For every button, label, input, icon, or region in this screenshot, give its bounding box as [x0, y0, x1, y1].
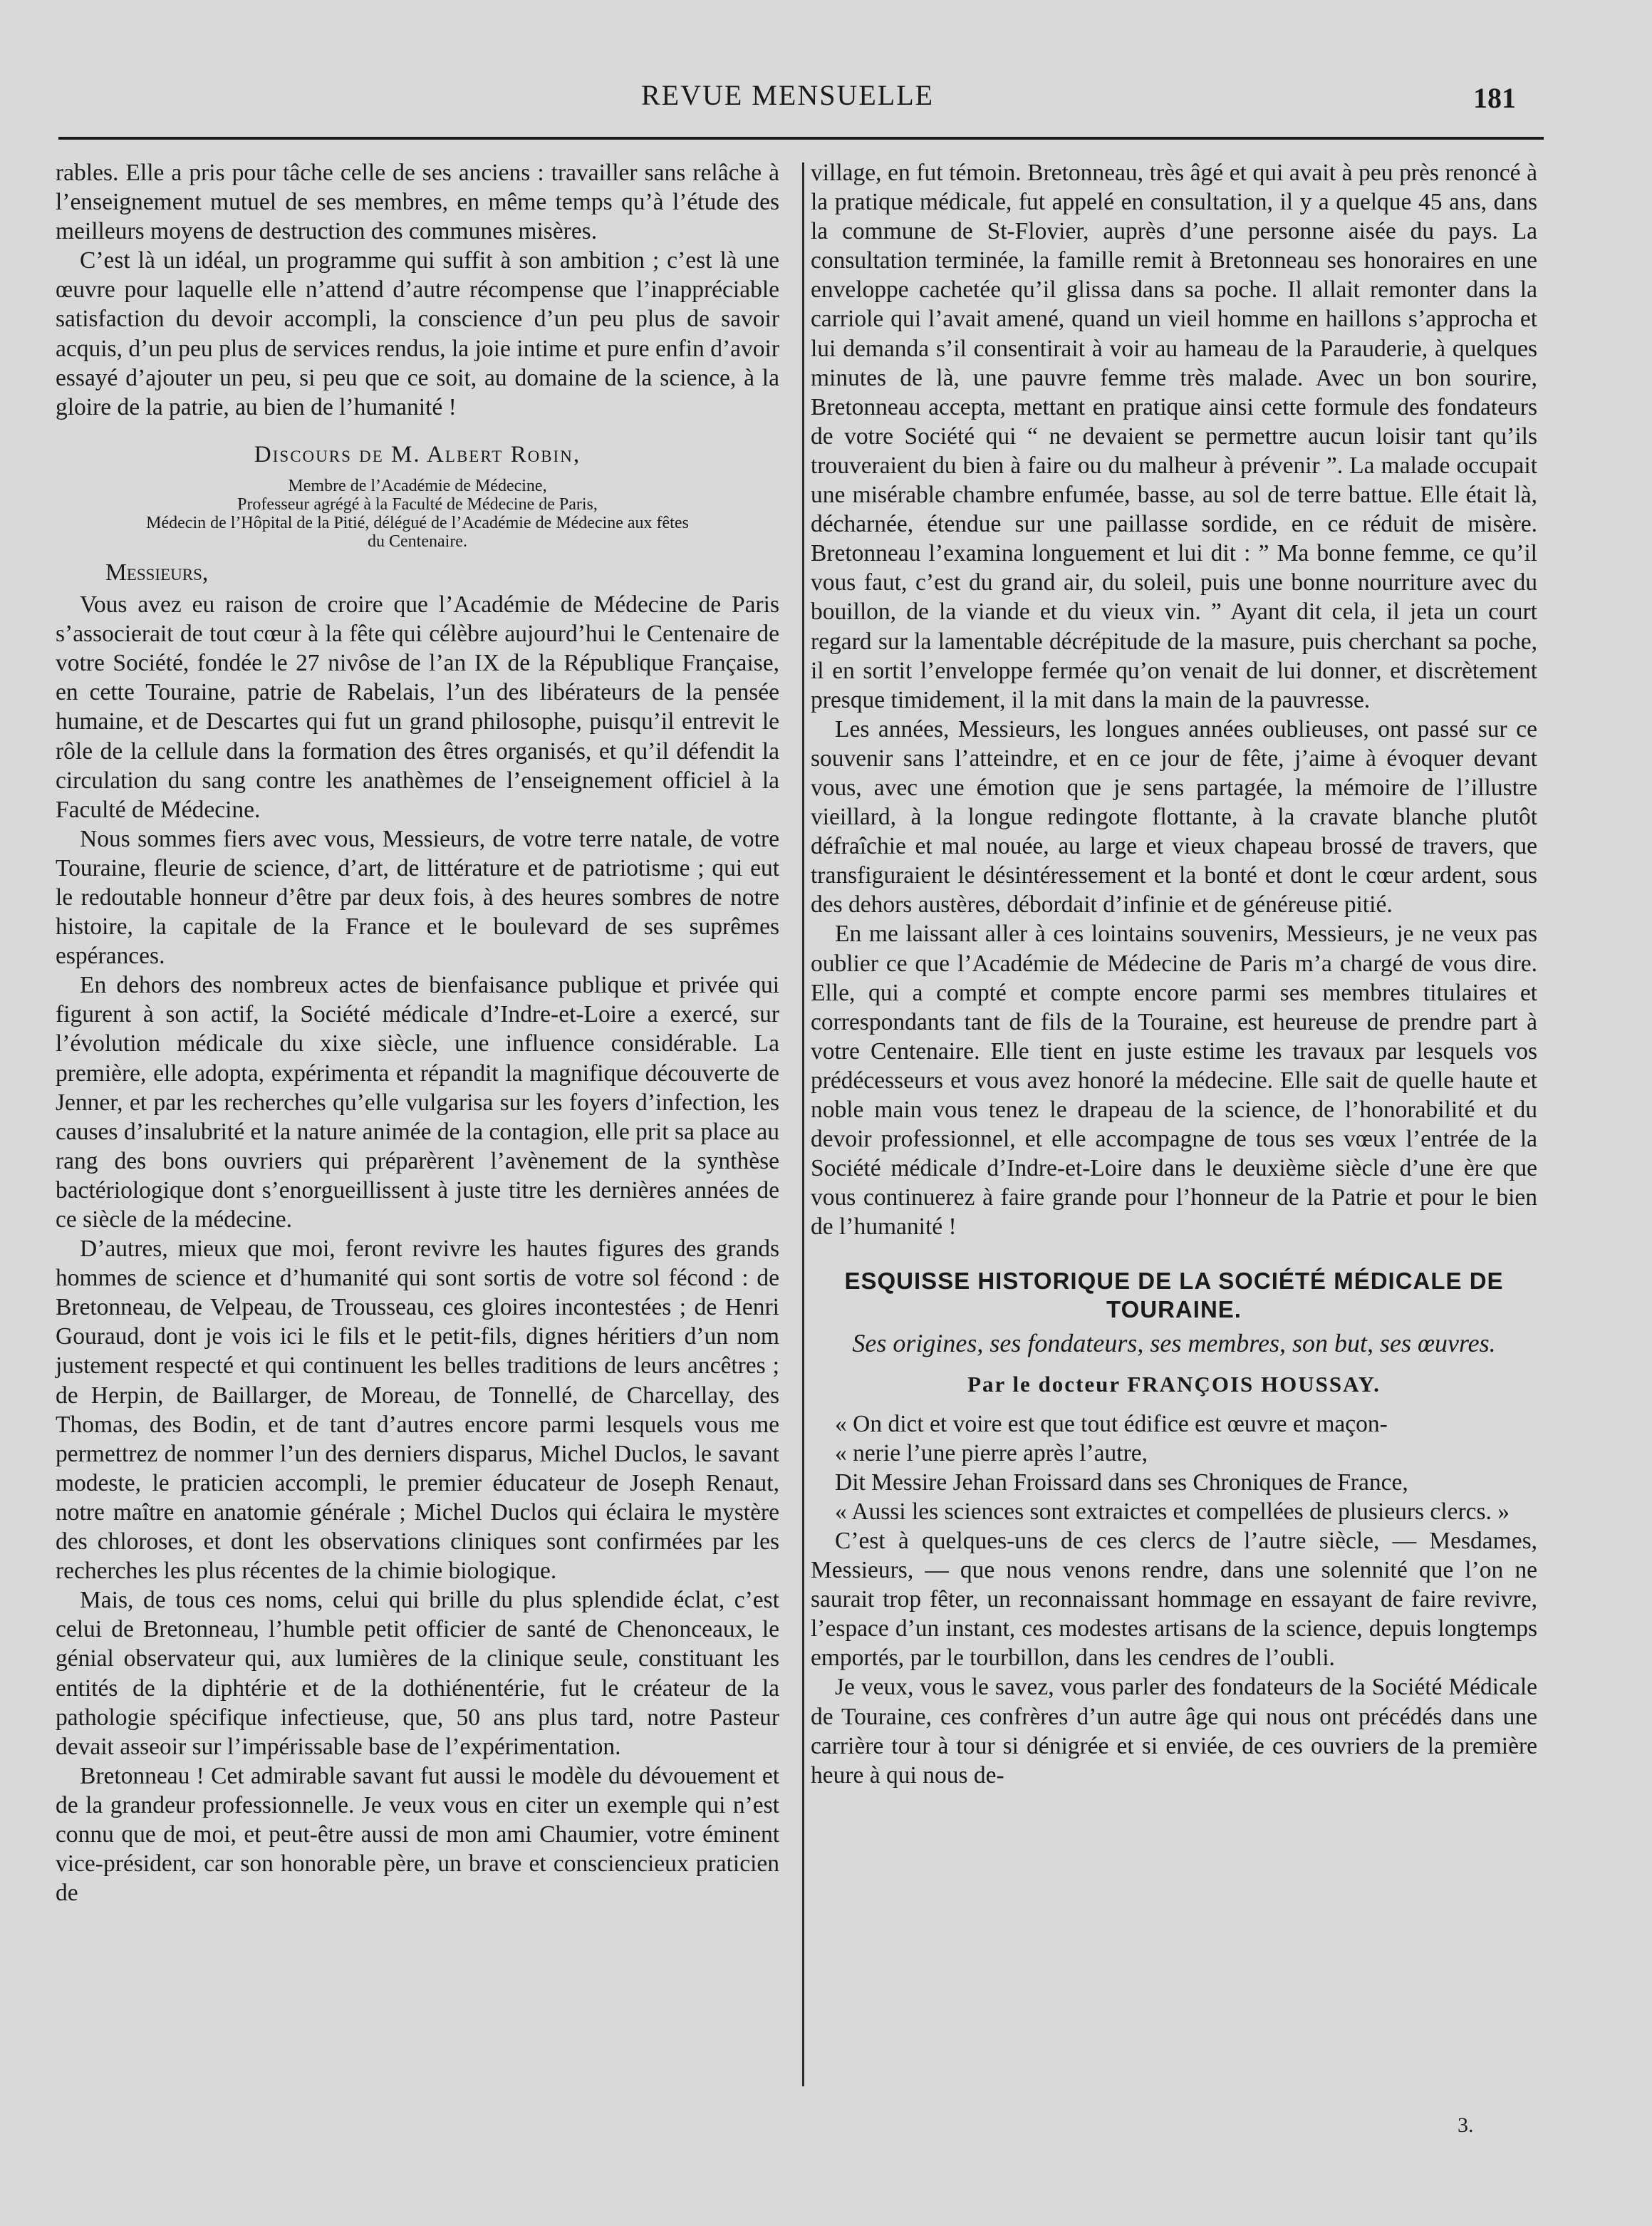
paragraph: Je veux, vous le savez, vous parler des fondateurs de la Société Médicale de Touraine, ces confrères d’un autre âge qui nous ont précédés dans une carrière tour à tour si dénigrée et si enviée, de ces ouvriers de la première heure à qui nous de- [811, 1674, 1537, 1788]
quote-line: « On dict et voire est que tout édifice est œuvre et maçon- [835, 1410, 1388, 1437]
quote-line: Dit Messire Jehan Froissard dans ses Chroniques de France, [835, 1469, 1408, 1496]
paragraph: D’autres, mieux que moi, feront revivre les hautes figures des grands hommes de science et d’humanité qui sont sortis de votre sol fécond : de Bretonneau, de Velpeau, de Trousseau, ces gloires incontestées ; de Henri Gouraud, dont je vois ici le fils et le petit-fils, dignes héritiers d’un nom justement respecté et qui continuent les belles traditions de leurs ancêtres ; de Herpin, de Baillarger, de Moreau, de Tonnellé, de Charcellay, des Thomas, des Bodin, et de tant d’autres encore parmi lesquels vous me permettrez de nommer l’un des derniers disparus, Michel Duclos, le savant modeste, le praticien accompli, le premier éducateur de Joseph Renaut, notre maître en anatomie générale ; Michel Duclos qui éclaira le mystère des chloroses, et dont les observations cliniques sont confirmées par les recherches les plus récentes de la chimie biologique. [56, 1236, 779, 1585]
salutation: Messieurs, [105, 559, 209, 586]
byline: Par le docteur FRANÇOIS HOUSSAY. [967, 1372, 1381, 1397]
credential-line: Médecin de l’Hôpital de la Pitié, délégué de l’Académie de Médecine aux fêtes [146, 513, 689, 532]
running-title: REVUE MENSUELLE [641, 79, 935, 111]
page-number: 181 [1473, 82, 1516, 114]
article-subtitle: Ses origines, ses fondateurs, ses membres, son but, ses œuvres. [852, 1329, 1496, 1358]
paragraph: C’est à quelques-uns de ces clercs de l’autre siècle, — Mesdames, Messieurs, — que nous venons rendre, dans une solennité que l’on ne saurait trop fêter, un reconnaissant hommage en essayant de faire revivre, l’espace d’un instant, ces modestes artisans de la science, depuis longtemps emportés, par le tourbillon, dans les cendres de l’oubli. [811, 1527, 1537, 1672]
paragraph: Nous sommes fiers avec vous, Messieurs, de votre terre natale, de votre Touraine, fleurie de science, d’art, de littérature et de patriotisme ; qui eut le redoutable honneur d’être par deux fois, à des heures sombres de notre histoire, la capitale de la France et le boulevard de ses suprêmes espérances. [56, 825, 779, 970]
header-rule [58, 137, 1544, 140]
left-column [56, 158, 779, 1907]
paragraph: Mais, de tous ces noms, celui qui brille du plus splendide éclat, c’est celui de Bretonneau, l’humble petit officier de santé de Chenonceaux, le génial observateur qui, aux lumières de la clinique seule, constituant les entités de la diphtérie et de la dothiénentérie, fut le créateur de la pathologie spécifique infectieuse, que, 50 ans plus tard, notre Pasteur devait asseoir sur l’impérissable base de l’expérimentation. [56, 1587, 779, 1760]
paragraph: C’est là un idéal, un programme qui suffit à son ambition ; c’est là une œuvre pour laquelle elle n’attend d’autre récompense que l’inappréciable satisfaction du devoir accompli, la conscience d’un peu plus de savoir acquis, d’un peu plus de services rendus, la joie intime et pure enfin d’avoir essayé d’ajouter un peu, si peu que ce soit, au domaine de la science, à la gloire de la patrie, au bien de l’humanité ! [56, 247, 779, 420]
epigraph-quote [811, 1409, 1537, 1526]
quote-line: « Aussi les sciences sont extraictes et compellées de plusieurs clercs. » [835, 1498, 1510, 1525]
paragraph: village, en fut témoin. Bretonneau, très âgé et qui avait à peu près renoncé à la pratique médicale, fut appelé en consultation, il y a quelque 45 ans, dans la commune de St-Flovier, auprès d’une personne aisée du pays. La consultation terminée, la famille remit à Bretonneau ses honoraires en une enveloppe cachetée qu’il glissa dans sa poche. Il allait remonter dans la carriole qui l’avait amené, quand un vieil homme en haillons s’approcha et lui demanda s’il consentirait à voir au hameau de la Parauderie, à quelques minutes de là, une pauvre femme très malade. Avec un bon sourire, Bretonneau accepta, mettant en pratique ainsi cette formule des fondateurs de votre Société qui “ ne devaient se permettre aucun loisir tant qu’ils trouveraient du bien à faire ou du malheur à prévenir ”. La malade occupait une misérable chambre enfumée, basse, au sol de terre battue. Elle était là, décharnée, étendue sur une paillasse sordide, en ce réduit de misère. Bretonneau l’examina longuement et lui dit : ” Ma bonne femme, ce qu’il vous faut, c’est du grand air, du soleil, puis une bonne nourriture avec du bouillon, de la viande et du vieux vin. ” Ayant dit cela, il jeta un court regard sur la lamentable décrépitude de la masure, puis cherchant sa poche, il en sortit l’enveloppe fermée qu’on venait de lui donner, et discrètement presque timidement, il la mit dans la main de la pauvresse. [811, 160, 1537, 713]
article-title: ESQUISSE HISTORIQUE DE LA SOCIÉTÉ MÉDICALE DE TOURAINE. [844, 1268, 1504, 1323]
running-head [0, 78, 1652, 121]
paragraph: rables. Elle a pris pour tâche celle de ses anciens : travailler sans relâche à l’enseignement mutuel de ses membres, en même temps qu’à l’étude des meilleurs moyens de destruction des communes misères. [56, 160, 779, 245]
paragraph: Les années, Messieurs, les longues années oublieuses, ont passé sur ce souvenir sans l’atteindre, et en ce jour de fête, j’aime à évoquer devant vous, avec une émotion que je sens partagée, la mémoire de l’illustre vieillard, à la longue redingote flottante, à la cravate blanche plutôt défraîchie et mal nouée, au large et vieux chapeau brossé de travers, que transfiguraient le désintéressement et la bonté et dont le cœur ardent, sous des dehors austères, débordait d’infinie et de généreuse pitié. [811, 715, 1537, 918]
paragraph: Vous avez eu raison de croire que l’Académie de Médecine de Paris s’associerait de tout cœur à la fête qui célèbre aujourd’hui le Centenaire de votre Société, fondée le 27 nivôse de l’an IX de la République Française, en cette Touraine, patrie de Rabelais, l’un des libérateurs de la pensée humaine, et de Descartes qui fut un grand philosophe, puisqu’il entrevit le rôle de la cellule dans la formation des êtres organisés, et qu’il défendit la circulation du sang contre les anathèmes de l’enseignement officiel à la Faculté de Médecine. [56, 591, 779, 823]
paragraph: En me laissant aller à ces lointains souvenirs, Messieurs, je ne veux pas oublier ce que l’Académie de Médecine de Paris m’a chargé de vous dire. Elle, qui a compté et compte encore parmi ses membres titulaires et correspondants tant de fils de la Touraine, est heureuse de prendre part à votre Centenaire. Elle tient en juste estime les travaux par lesquels vos prédécesseurs et vous avez honoré la médecine. Elle sait de quelle haute et noble main vous tenez le drapeau de la science, de l’honorabilité et du devoir professionnel, et elle accompagne de tous ses vœux l’entrée de la Société médicale d’Indre-et-Loire dans le deuxième siècle d’une ère que vous continuerez à faire grande pour l’honneur de la Patrie et pour le bien de l’humanité ! [811, 921, 1537, 1241]
signature-mark: 3. [1458, 2113, 1474, 2137]
credential-line: Membre de l’Académie de Médecine, [288, 476, 547, 495]
paragraph: En dehors des nombreux actes de bienfaisance publique et privée qui figurent à son actif, la Société médicale d’Indre-et-Loire a exercé, sur l’évolution médicale du xixe siècle, une influence considérable. La première, elle adopta, expérimenta et répandit la magnifique découverte de Jenner, et par les recherches qu’elle vulgarisa sur les foyers d’infection, les causes d’insalubrité et la nature animée de la contagion, elle prit sa place au rang des bons ouvriers qui préparèrent l’avènement de la synthèse bactériologique dont s’enorgueillissent à juste titre les dernières années de ce siècle de la médecine. [56, 972, 779, 1233]
column-rule [802, 162, 804, 2086]
paragraph: Bretonneau ! Cet admirable savant fut aussi le modèle du dévouement et de la grandeur professionnelle. Je veux vous en citer un exemple qui n’est connu que de moi, et peut-être aussi de mon ami Chaumier, votre éminent vice-président, car son honorable père, un brave et consciencieux praticien de [56, 1762, 779, 1907]
speech-title: Discours de M. Albert Robin, [254, 441, 581, 467]
credential-line: Professeur agrégé à la Faculté de Médecine de Paris, [237, 495, 598, 514]
credential-line: du Centenaire. [368, 532, 467, 551]
quote-line: « nerie l’une pierre après l’autre, [835, 1439, 1148, 1466]
speaker-credentials [56, 477, 779, 551]
right-column [811, 158, 1537, 1790]
